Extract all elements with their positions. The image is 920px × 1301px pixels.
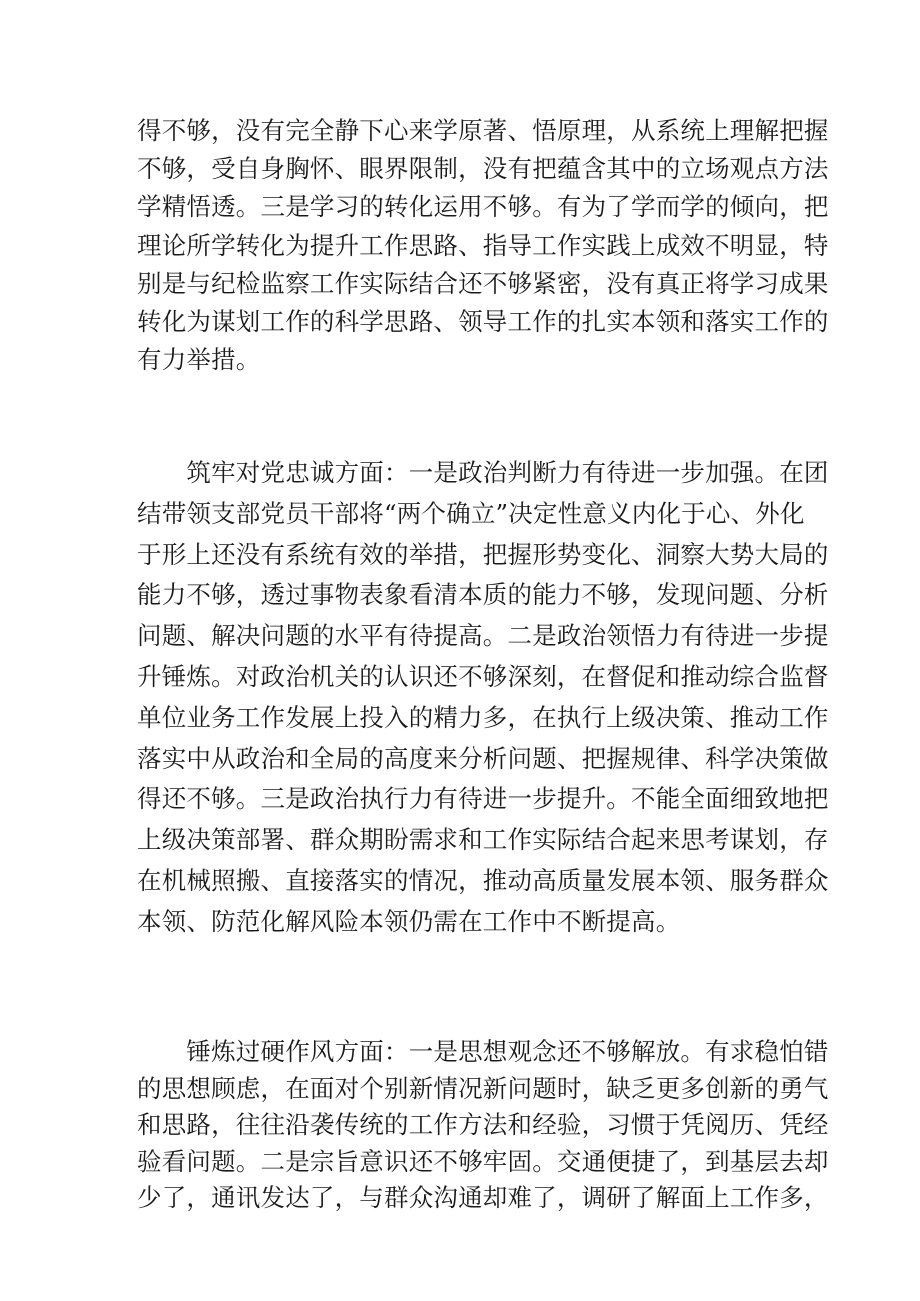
text-line: 验看问题。二是宗旨意识还不够牢固。交通便捷了，到基层去却 [137, 1146, 829, 1176]
text-line: 上级决策部署、群众期盼需求和工作实际结合起来思考谋划，存 [137, 825, 829, 855]
text-line: 单位业务工作发展上投入的精力多，在执行上级决策、推动工作 [137, 702, 829, 732]
text-line: 筑牢对党忠诚方面：一是政治判断力有待进一步加强。在团 [137, 458, 829, 487]
paragraph-party-loyalty [137, 453, 829, 943]
text-line: 落实中从政治和全局的高度来分析问题、把握规律、科学决策做 [137, 743, 829, 773]
paragraph-work-style [137, 1034, 829, 1217]
text-line: 不够，受自身胸怀、眼界限制，没有把蕴含其中的立场观点方法 [137, 154, 829, 184]
text-line: 问题、解决问题的水平有待提高。二是政治领悟力有待进一步提 [137, 621, 829, 651]
text-line: 于形上还没有系统有效的举措，把握形势变化、洞察大势大局的 [137, 539, 829, 569]
text-line: 升锤炼。对政治机关的认识还不够深刻，在督促和推动综合监督 [137, 661, 829, 691]
text-line: 结带领支部党员干部将“两个确立”决定性意义内化于心、外化 [137, 498, 805, 528]
text-line: 有力举措。 [137, 345, 261, 375]
paragraph-study [137, 112, 829, 379]
text-line: 得不够，没有完全静下心来学原著、悟原理，从系统上理解把握 [137, 116, 829, 145]
text-line: 的思想顾虑，在面对个别新情况新问题时，缺乏更多创新的勇气 [137, 1073, 829, 1103]
text-line: 理论所学转化为提升工作思路、指导工作实践上成效不明显，特 [137, 230, 829, 260]
text-line: 转化为谋划工作的科学思路、领导工作的扎实本领和落实工作的 [137, 307, 829, 337]
text-line: 锤炼过硬作风方面：一是思想观念还不够解放。有求稳怕错 [137, 1037, 829, 1066]
text-line: 学精悟透。三是学习的转化运用不够。有为了学而学的倾向，把 [137, 192, 829, 222]
text-line: 别是与纪检监察工作实际结合还不够紧密，没有真正将学习成果 [137, 268, 829, 298]
text-line: 得还不够。三是政治执行力有待进一步提升。不能全面细致地把 [137, 784, 829, 814]
text-line: 和思路，往往沿袭传统的工作方法和经验，习惯于凭阅历、凭经 [137, 1110, 829, 1139]
text-line: 少了，通讯发达了，与群众沟通却难了，调研了解面上工作多， [137, 1183, 829, 1212]
text-line: 能力不够，透过事物表象看清本质的能力不够，发现问题、分析 [137, 580, 829, 610]
text-line: 本领、防范化解风险本领仍需在工作中不断提高。 [137, 906, 681, 936]
text-line: 在机械照搬、直接落实的情况，推动高质量发展本领、服务群众 [137, 865, 829, 895]
